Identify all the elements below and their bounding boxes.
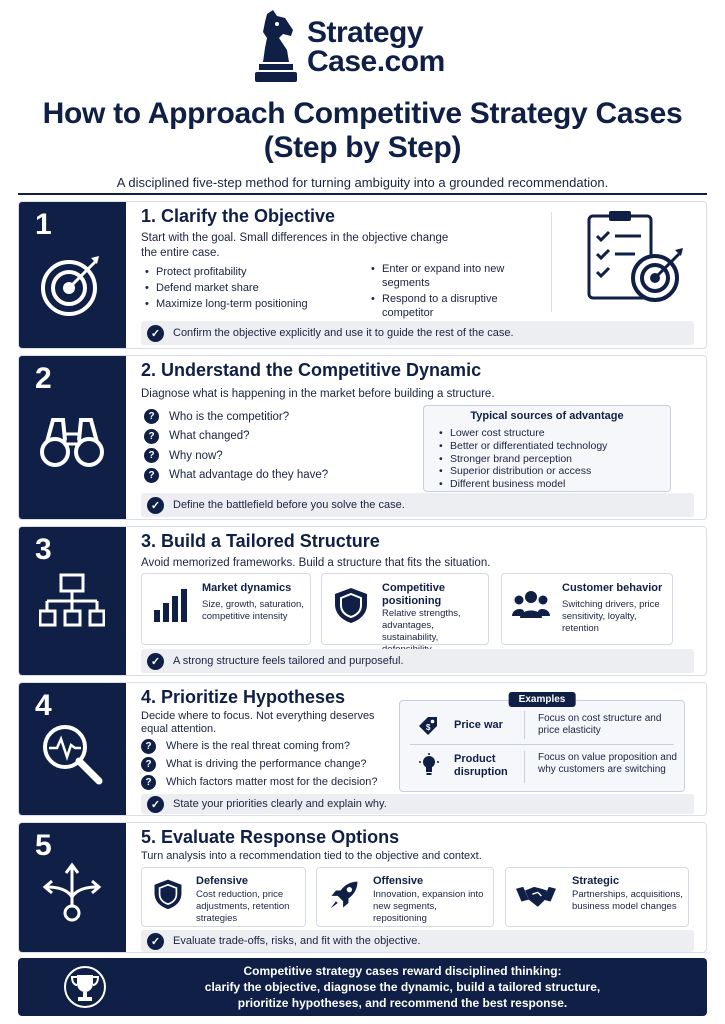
binoculars-icon bbox=[39, 408, 105, 474]
question-text: What advantage do they have? bbox=[169, 469, 329, 482]
list-item: • Enter or expand into new segments bbox=[370, 262, 515, 290]
example-price-war-text: Focus on cost structure and price elasticity bbox=[538, 713, 662, 736]
bar-chart-icon bbox=[152, 586, 190, 624]
step-2-title: 2. Understand the Competitive Dynamic bbox=[141, 360, 482, 380]
offensive-text: Innovation, expansion into new segments, repositioning bbox=[373, 889, 484, 924]
market-dynamics-title: Market dynamics bbox=[202, 582, 292, 594]
list-item bbox=[141, 755, 401, 773]
market-dynamics-text: Size, growth, saturation, competitive intensity bbox=[202, 599, 304, 622]
example-divider bbox=[524, 751, 525, 783]
step-4-confirm bbox=[141, 794, 694, 814]
summary-footer bbox=[18, 958, 707, 1016]
question-icon: ? bbox=[144, 409, 159, 424]
advantage-sources-box bbox=[423, 405, 671, 492]
list-item: • Defend market share bbox=[144, 281, 344, 295]
brand-line-1: Strategy bbox=[307, 16, 424, 49]
list-item: • Superior distribution or access bbox=[438, 465, 668, 478]
branching-arrows-icon bbox=[39, 859, 105, 925]
strategic-card bbox=[505, 867, 689, 927]
lightbulb-icon bbox=[417, 753, 441, 777]
handshake-icon bbox=[516, 880, 556, 912]
check-icon: ✓ bbox=[147, 497, 164, 514]
list-item: • Better or differentiated technology bbox=[438, 440, 668, 453]
competitive-positioning-text: Relative strengths, advantages, sustainability, bbox=[382, 608, 461, 643]
step-2-questions bbox=[144, 407, 404, 485]
step-3-number: 3 bbox=[35, 533, 52, 566]
step-5-title: 5. Evaluate Response Options bbox=[141, 827, 400, 847]
advantage-sources-title: Typical sources of advantage bbox=[470, 410, 624, 422]
competitive-positioning-title: Competitive positioning bbox=[382, 582, 445, 607]
example-product-disruption-name: Product disruption bbox=[454, 753, 508, 778]
strategic-text: Partnerships, acquisitions, business model changes bbox=[572, 889, 683, 912]
examples-tag: Examples bbox=[509, 692, 576, 707]
page-subtitle: A disciplined five-step method for turning ambiguity into a grounded recommendation. bbox=[116, 175, 609, 190]
list-item bbox=[144, 407, 404, 427]
example-row-divider bbox=[410, 744, 674, 745]
step-1-divider bbox=[551, 212, 552, 312]
list-item: • Respond to a disruptive competitor bbox=[370, 292, 515, 320]
step-3-description: Avoid memorized frameworks. Build a structure that fits the situation. bbox=[141, 557, 491, 569]
summary-line-2: clarify the objective, diagnose the dynamic, build a tailored structure, bbox=[204, 980, 601, 994]
step-3-confirm-text: A strong structure feels tailored and purposeful. bbox=[173, 655, 404, 667]
target-arrow-icon bbox=[39, 252, 105, 318]
question-icon: ? bbox=[141, 757, 156, 772]
question-text: Why now? bbox=[169, 449, 223, 462]
list-item: • Protect profitability bbox=[144, 265, 344, 279]
step-5-confirm bbox=[141, 930, 694, 952]
step-1-goals-left bbox=[144, 265, 344, 313]
list-item bbox=[144, 427, 404, 447]
offensive-title: Offensive bbox=[373, 875, 424, 887]
list-item bbox=[144, 466, 404, 486]
list-item: • Different business model bbox=[438, 478, 668, 491]
step-2-confirm-text: Define the battlefield before you solve the case. bbox=[173, 499, 405, 511]
defensive-title: Defensive bbox=[196, 875, 248, 887]
advantage-sources-list bbox=[438, 427, 668, 491]
question-text: Which factors matter most for the decision? bbox=[166, 776, 378, 788]
step-3-sidebar bbox=[19, 527, 126, 675]
question-text: Where is the real threat coming from? bbox=[166, 740, 351, 752]
example-price-war-name: Price war bbox=[454, 719, 503, 731]
step-2-number: 2 bbox=[35, 362, 52, 395]
step-5-card bbox=[18, 822, 707, 953]
customer-behavior-title: Customer behavior bbox=[562, 582, 663, 594]
step-2-sidebar bbox=[19, 356, 126, 519]
brand-line-2: Case.com bbox=[307, 45, 445, 78]
example-divider bbox=[524, 711, 525, 739]
list-item bbox=[141, 737, 401, 755]
checklist-target-icon bbox=[581, 208, 691, 308]
check-icon: ✓ bbox=[147, 933, 164, 950]
step-1-goals-right bbox=[370, 262, 515, 322]
step-5-number: 5 bbox=[35, 829, 52, 862]
step-2-card bbox=[18, 355, 707, 520]
question-icon: ? bbox=[141, 775, 156, 790]
price-tag-icon bbox=[416, 714, 440, 738]
example-product-disruption-text: Focus on value proposition and why customers are switching bbox=[538, 752, 677, 775]
market-dynamics-card bbox=[141, 573, 311, 645]
question-text: What is driving the performance change? bbox=[166, 758, 367, 770]
step-4-confirm-text: State your priorities clearly and explain why. bbox=[173, 798, 387, 810]
step-4-card bbox=[18, 682, 707, 816]
question-text: Who is the competitior? bbox=[169, 410, 290, 423]
users-icon bbox=[512, 586, 550, 624]
customer-behavior-card bbox=[501, 573, 673, 645]
question-icon: ? bbox=[144, 429, 159, 444]
offensive-card bbox=[316, 867, 494, 927]
step-4-title: 4. Prioritize Hypotheses bbox=[141, 687, 346, 707]
shield-icon bbox=[332, 586, 370, 624]
step-1-title: 1. Clarify the Objective bbox=[141, 206, 336, 226]
step-4-description: Decide where to focus. Not everything deserves equal attention. bbox=[141, 710, 375, 735]
brand-name bbox=[307, 18, 445, 76]
step-2-description: Diagnose what is happening in the market before building a structure. bbox=[141, 388, 495, 400]
question-icon: ? bbox=[141, 739, 156, 754]
step-4-sidebar bbox=[19, 683, 126, 815]
svg-text:$: $ bbox=[426, 723, 431, 732]
list-item bbox=[141, 773, 401, 791]
list-item: • Maximize long-term positioning bbox=[144, 297, 344, 311]
defensive-card bbox=[141, 867, 306, 927]
step-3-confirm bbox=[141, 649, 694, 673]
trophy-icon bbox=[63, 965, 107, 1009]
summary-text bbox=[128, 963, 677, 1011]
check-icon: ✓ bbox=[147, 325, 164, 342]
strategic-title: Strategic bbox=[572, 875, 620, 887]
question-text: What changed? bbox=[169, 430, 250, 443]
step-1-confirm bbox=[141, 321, 694, 345]
question-icon: ? bbox=[144, 448, 159, 463]
step-5-sidebar bbox=[19, 823, 126, 952]
customer-behavior-text: Switching drivers, price sensitivity, loyalty, retention bbox=[562, 599, 660, 634]
list-item: • Stronger brand perception bbox=[438, 453, 668, 466]
step-4-questions bbox=[141, 737, 401, 791]
check-icon: ✓ bbox=[147, 653, 164, 670]
knight-chess-icon bbox=[253, 8, 299, 84]
header-divider bbox=[18, 193, 707, 195]
header bbox=[0, 0, 725, 196]
hierarchy-icon bbox=[39, 571, 105, 637]
question-icon: ? bbox=[144, 468, 159, 483]
step-1-number: 1 bbox=[35, 208, 52, 241]
competitive-positioning-card bbox=[321, 573, 489, 645]
step-5-confirm-text: Evaluate trade-offs, risks, and fit with the objective. bbox=[173, 935, 421, 947]
step-2-confirm bbox=[141, 493, 694, 517]
brand-logo[interactable] bbox=[253, 8, 473, 86]
step-3-card bbox=[18, 526, 707, 676]
page-title: How to Approach Competitive Strategy Cases (Step by Step) bbox=[42, 97, 683, 164]
step-4-number: 4 bbox=[35, 689, 52, 722]
defensive-text: Cost reduction, price adjustments, retention strategies bbox=[196, 889, 290, 924]
list-item bbox=[144, 446, 404, 466]
step-1-sidebar bbox=[19, 202, 126, 348]
step-3-title: 3. Build a Tailored Structure bbox=[141, 531, 380, 551]
examples-box bbox=[399, 694, 685, 792]
shield-outline-icon bbox=[152, 878, 184, 910]
check-icon: ✓ bbox=[147, 796, 164, 813]
step-5-description: Turn analysis into a recommendation tied to the objective and context. bbox=[141, 850, 482, 862]
summary-line-1: Competitive strategy cases reward disciplined thinking: bbox=[243, 964, 562, 978]
step-1-description: Start with the goal. Small differences in the objective change the entire case. bbox=[141, 232, 449, 259]
step-1-card bbox=[18, 201, 707, 349]
list-item: • Lower cost structure bbox=[438, 427, 668, 440]
magnifier-pulse-icon bbox=[39, 721, 105, 787]
rocket-icon bbox=[327, 878, 361, 912]
step-1-confirm-text: Confirm the objective explicitly and use it to guide the rest of the case. bbox=[173, 327, 514, 339]
summary-line-3: prioritize hypotheses, and recommend the best response. bbox=[237, 996, 568, 1010]
